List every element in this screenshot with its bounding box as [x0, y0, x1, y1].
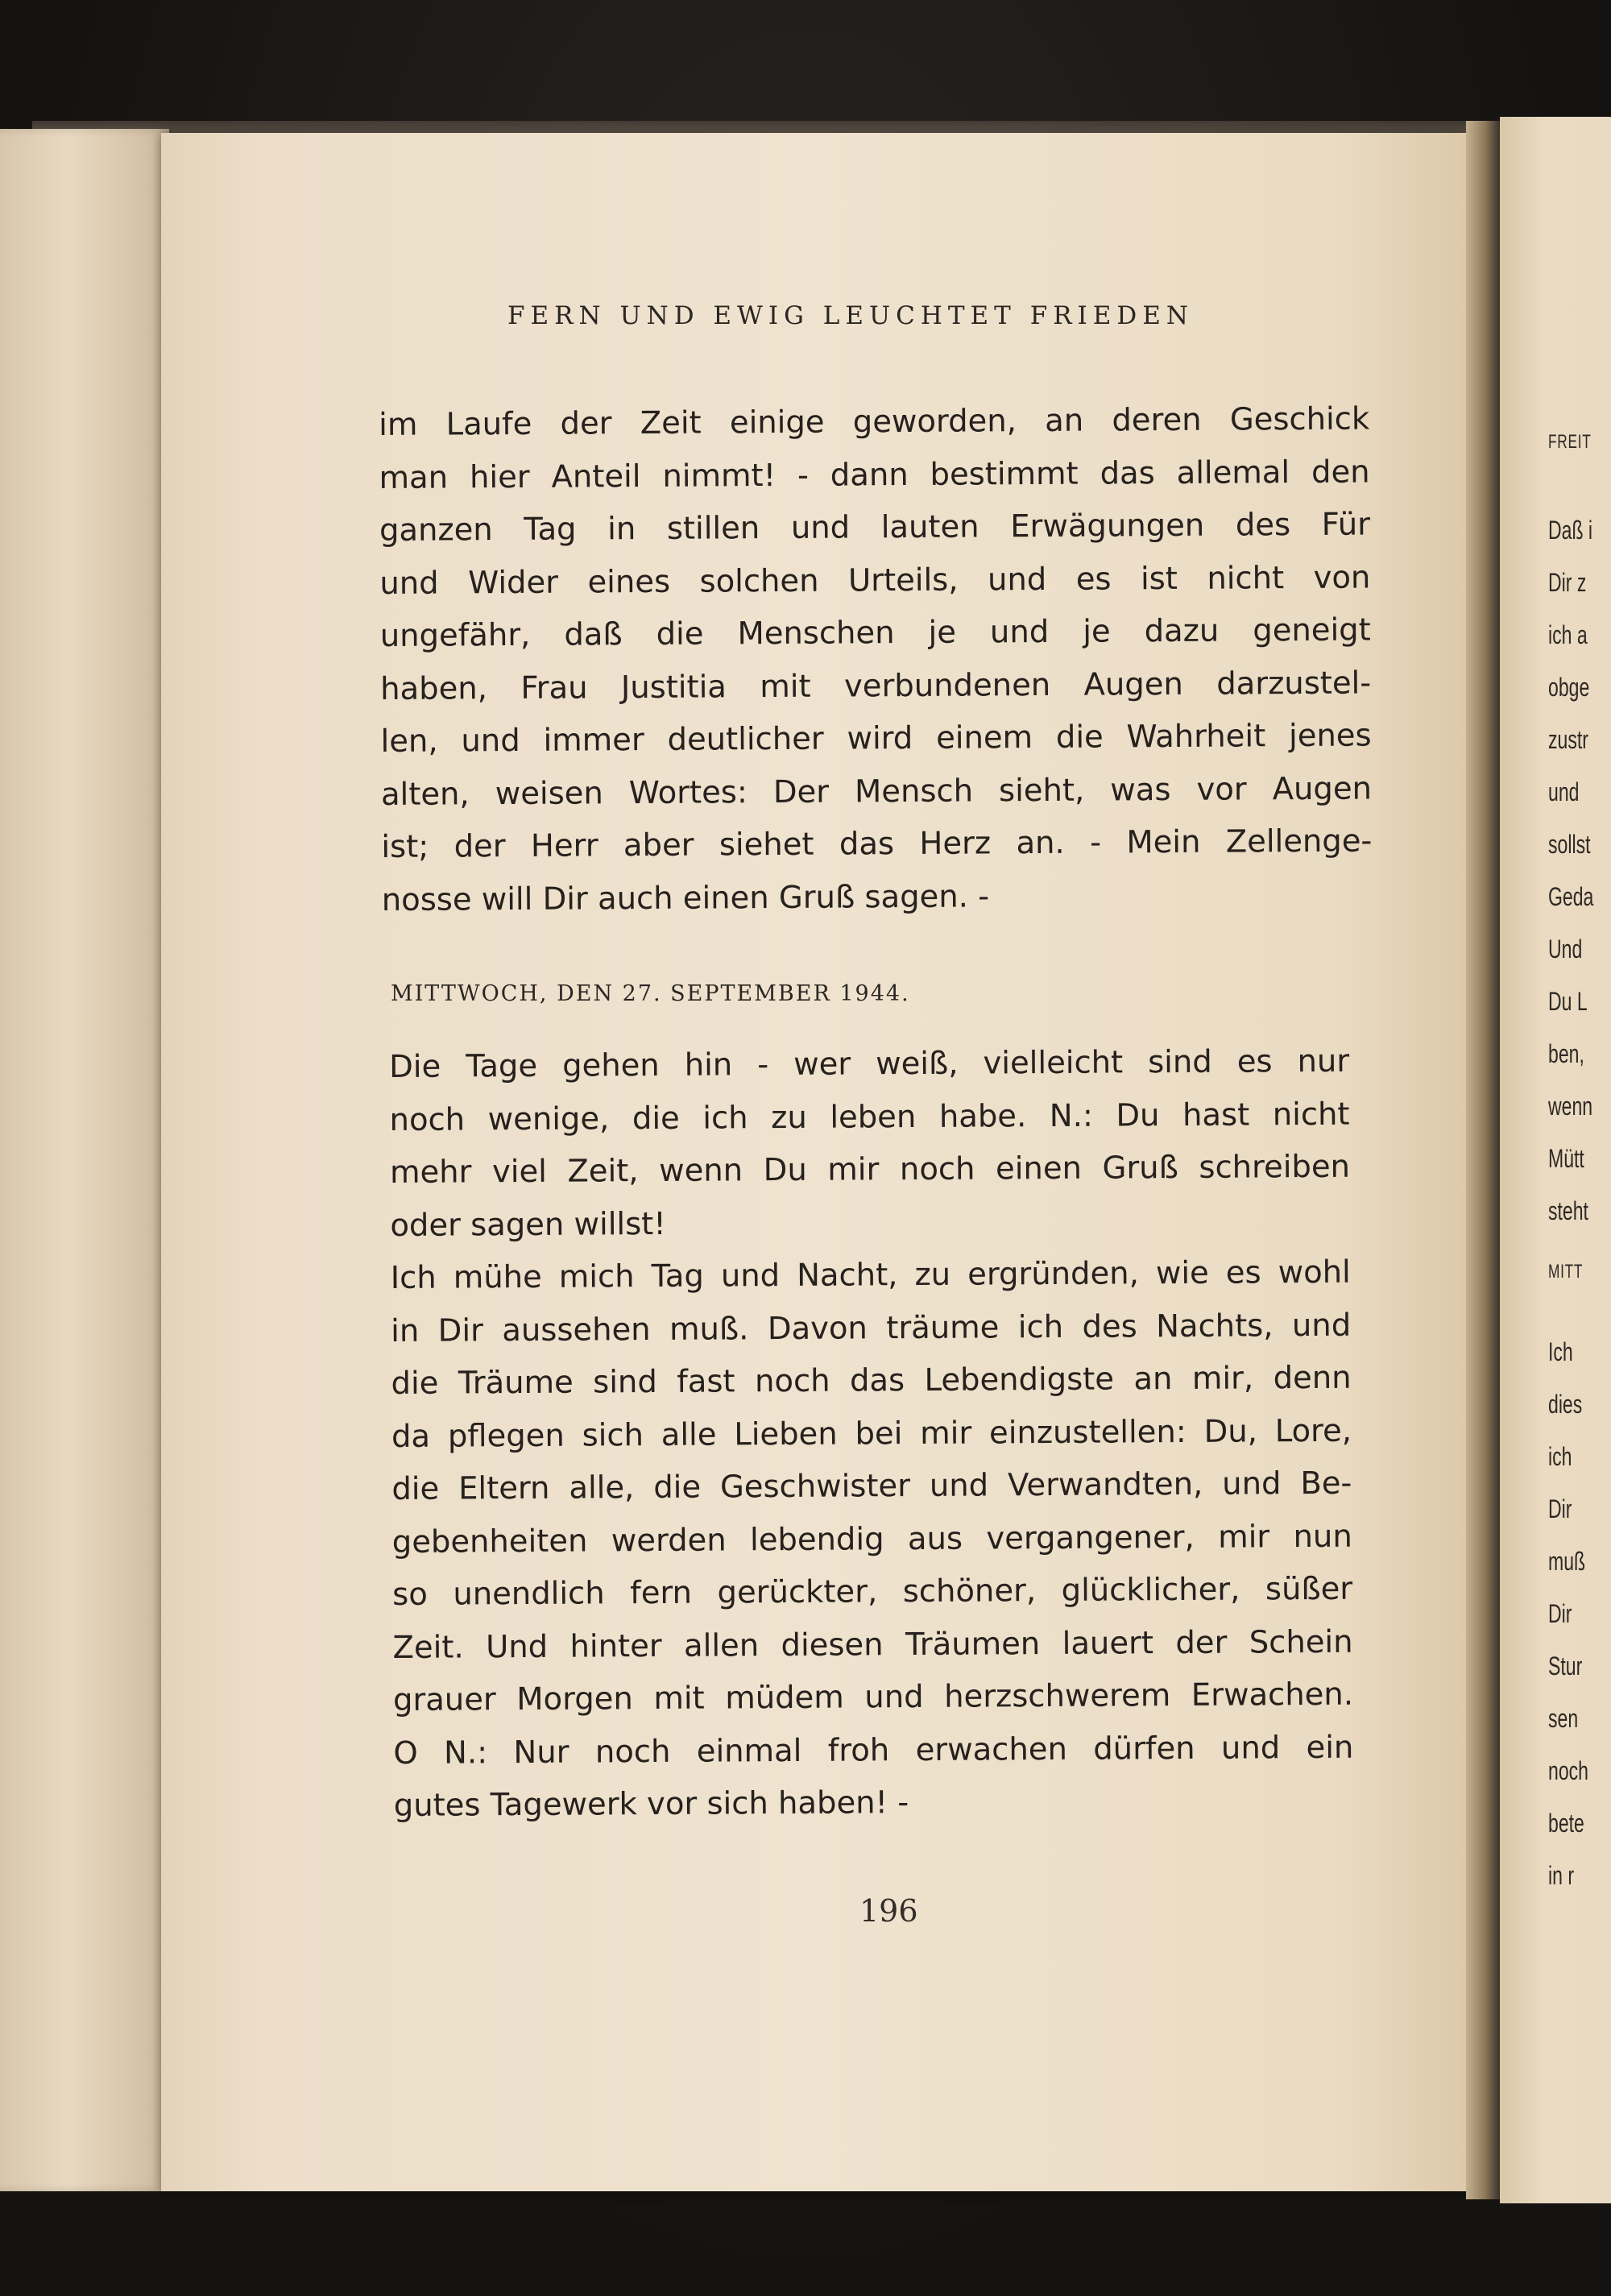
page-edge-stack [0, 129, 169, 2191]
text-line: im Laufe der Zeit einige geworden, an deren Geschick [379, 400, 1370, 443]
right-page-line: Dir z [1548, 568, 1587, 597]
right-page-heading: MITT [1548, 1261, 1584, 1283]
right-page-line: noch [1548, 1756, 1588, 1785]
text-line: nosse will Dir auch einen Gruß sagen. - [381, 877, 990, 918]
text-line: in Dir aussehen muß. Davon träume ich des Nachts, und [391, 1307, 1352, 1349]
book-gutter [1466, 121, 1500, 2199]
paragraph-2 [389, 1035, 1354, 1833]
text-line: haben, Frau Justitia mit verbundenen Augen darzustel- [380, 664, 1372, 707]
right-page-line: ich [1548, 1442, 1572, 1471]
right-page [1500, 117, 1611, 2203]
text-line: gutes Tagewerk vor sich haben! - [393, 1784, 909, 1824]
right-page-line: wenn [1548, 1092, 1593, 1121]
right-page-line: sen [1548, 1704, 1579, 1733]
text-line: ganzen Tag in stillen und lauten Erwägungen des Für [379, 506, 1371, 549]
text-line: man hier Anteil nimmt! - dann bestimmt das allemal den [379, 453, 1370, 496]
text-line: noch wenige, die ich zu leben habe. N.: Du hast nicht [389, 1096, 1350, 1138]
text-line: mehr viel Zeit, wenn Du mir noch einen Gruß schreiben [389, 1148, 1351, 1191]
text-line: so unendlich fern gerückter, schöner, glücklicher, süßer [392, 1570, 1353, 1613]
text-line: Die Tage gehen hin - wer weiß, vielleicht sind es nur [389, 1042, 1350, 1085]
text-line: ungefähr, daß die Menschen je und je dazu geneigt [379, 611, 1371, 654]
right-page-line: sollst [1548, 830, 1591, 859]
text-line: die Träume sind fast noch das Lebendigste an mir, denn [391, 1359, 1352, 1402]
right-page-line: Dir [1548, 1599, 1572, 1628]
date-heading: MITTWOCH, DEN 27. SEPTEMBER 1944. [391, 981, 910, 1006]
page-number: 196 [859, 1893, 918, 1929]
right-page-line: Geda [1548, 882, 1594, 911]
right-page-line: Daß i [1548, 516, 1593, 545]
text-line: gebenheiten werden lebendig aus vergangener, mir nun [391, 1518, 1352, 1560]
text-line: Zeit. Und hinter allen diesen Träumen lauert der Schein [392, 1623, 1353, 1666]
text-line: da pflegen sich alle Lieben bei mir einzustellen: Du, Lore, [391, 1412, 1352, 1455]
right-page-line: Dir [1548, 1494, 1572, 1523]
right-page-heading: FREIT [1548, 431, 1592, 453]
text-line: alten, weisen Wortes: Der Mensch sieht, was vor Augen [380, 769, 1373, 813]
paragraph-1 [379, 392, 1373, 926]
right-page-line: Du L [1548, 987, 1588, 1016]
text-line: Ich mühe mich Tag und Nacht, zu ergründen, wie es wohl [390, 1254, 1351, 1296]
right-page-line: dies [1548, 1390, 1583, 1419]
text-line: O N.: Nur noch einmal froh erwachen dürfen und ein [393, 1729, 1354, 1772]
running-head: FERN UND EWIG LEUCHTET FRIEDEN [507, 301, 1195, 330]
text-line: ist; der Herr aber siehet das Herz an. - Mein Zellenge- [381, 823, 1373, 865]
text-line: oder sagen willst! [390, 1205, 666, 1244]
right-page-line: Ich [1548, 1337, 1573, 1366]
right-page-line: obge [1548, 673, 1590, 702]
text-line: und Wider eines solchen Urteils, und es ist nicht von [379, 558, 1371, 602]
text-line: grauer Morgen mit müdem und herzschwerem Erwachen. [392, 1676, 1354, 1718]
right-page-line: zustr [1548, 725, 1588, 754]
right-page-line: Stur [1548, 1652, 1583, 1681]
right-page-line: muß [1548, 1547, 1586, 1576]
right-page-line: ben, [1548, 1039, 1584, 1068]
right-page-line: steht [1548, 1196, 1588, 1225]
text-line: len, und immer deutlicher wird einem die Wahrheit jenes [380, 717, 1372, 760]
right-page-line: ich a [1548, 620, 1588, 649]
right-page-line: bete [1548, 1809, 1584, 1838]
right-page-line: und [1548, 777, 1580, 806]
right-page-line: Mütt [1548, 1144, 1584, 1173]
right-page-line: Und [1548, 935, 1583, 964]
text-line: die Eltern alle, die Geschwister und Verwandten, und Be- [391, 1465, 1352, 1507]
right-page-line: in r [1548, 1861, 1575, 1890]
